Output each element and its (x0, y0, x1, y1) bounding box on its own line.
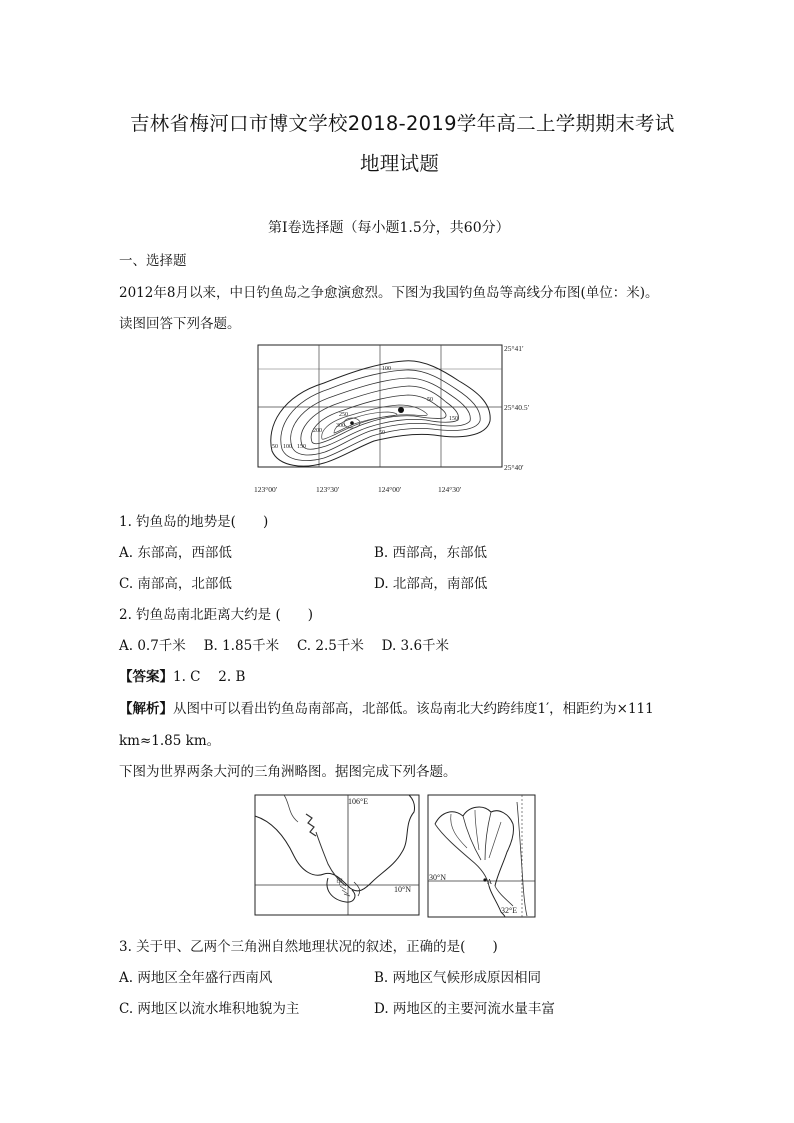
answer-text: 1. C 2. B (173, 669, 246, 685)
svg-text:25°40.5′: 25°40.5′ (504, 403, 530, 412)
q3-stem: 3. 关于甲、乙两个三角洲自然地理状况的叙述，正确的是( ) (119, 939, 498, 955)
svg-text:200: 200 (313, 428, 322, 434)
answer-line (119, 665, 245, 685)
q3-option-a: A. 两地区全年盛行西南风 (119, 970, 273, 986)
analysis-line-2: km≈1.85 km。 (119, 733, 221, 749)
svg-text:甲: 甲 (336, 878, 343, 886)
intro-1-line-2: 读图回答下列各题。 (119, 316, 241, 332)
svg-text:25°40′: 25°40′ (504, 463, 524, 472)
svg-text:50: 50 (427, 397, 433, 403)
analysis-line-1 (119, 697, 654, 717)
section-header: 第Ⅰ卷选择题（每小题1.5分，共60分） (268, 220, 510, 236)
delta-map-left (254, 794, 420, 916)
intro-1-line-1: 2012年8月以来，中日钓鱼岛之争愈演愈烈。下图为我国钓鱼岛等高线分布图(单位：米)。 (119, 285, 659, 301)
q2-stem: 2. 钓鱼岛南北距离大约是 ( ) (119, 607, 313, 623)
svg-text:150: 150 (449, 416, 458, 422)
q1-stem: 1. 钓鱼岛的地势是( ) (119, 514, 269, 530)
q3-option-c: C. 两地区以流水堆积地貌为主 (119, 1001, 300, 1017)
svg-text:300: 300 (336, 423, 345, 429)
intro-2: 下图为世界两条大河的三角洲略图。据图完成下列各题。 (119, 764, 457, 780)
svg-text:123°30′: 123°30′ (316, 485, 340, 494)
q1-option-c: C. 南部高，北部低 (119, 576, 232, 592)
title-line-2: 地理试题 (360, 152, 440, 175)
svg-text:10°N: 10°N (394, 885, 411, 894)
analysis-label: 【解析】 (119, 701, 173, 717)
part-one-heading: 一、选择题 (119, 253, 187, 269)
svg-text:124°30′: 124°30′ (438, 485, 462, 494)
q1-option-d: D. 北部高，南部低 (374, 576, 488, 592)
svg-text:106°E: 106°E (348, 797, 369, 806)
analysis-text: 从图中可以看出钓鱼岛南部高，北部低。该岛南北大约跨纬度1′，相距约为×111 (173, 701, 654, 717)
svg-text:250: 250 (339, 412, 348, 418)
svg-text:25°41′: 25°41′ (504, 344, 524, 353)
svg-text:50: 50 (272, 444, 278, 450)
svg-text:30°N: 30°N (429, 873, 446, 882)
q2-options: A. 0.7千米 B. 1.85千米 C. 2.5千米 D. 3.6千米 (119, 638, 450, 654)
svg-text:A: A (487, 878, 493, 886)
svg-text:100: 100 (382, 366, 391, 372)
answer-label: 【答案】 (119, 669, 173, 685)
q1-option-a: A. 东部高，西部低 (119, 545, 232, 561)
svg-text:124°00′: 124°00′ (378, 485, 402, 494)
q1-option-b: B. 西部高，东部低 (374, 545, 488, 561)
svg-text:123°00′: 123°00′ (254, 485, 278, 494)
q3-option-d: D. 两地区的主要河流水量丰富 (374, 1001, 555, 1017)
svg-text:32°E: 32°E (501, 906, 518, 915)
delta-map-right (427, 794, 537, 918)
title-line-1: 吉林省梅河口市博文学校2018-2019学年高二上学期期末考试 (130, 112, 675, 135)
svg-text:150: 150 (297, 444, 306, 450)
svg-text:100: 100 (283, 444, 292, 450)
contour-map-figure (254, 341, 544, 497)
svg-text:50: 50 (379, 430, 385, 436)
q3-option-b: B. 两地区气候形成原因相同 (374, 970, 542, 986)
